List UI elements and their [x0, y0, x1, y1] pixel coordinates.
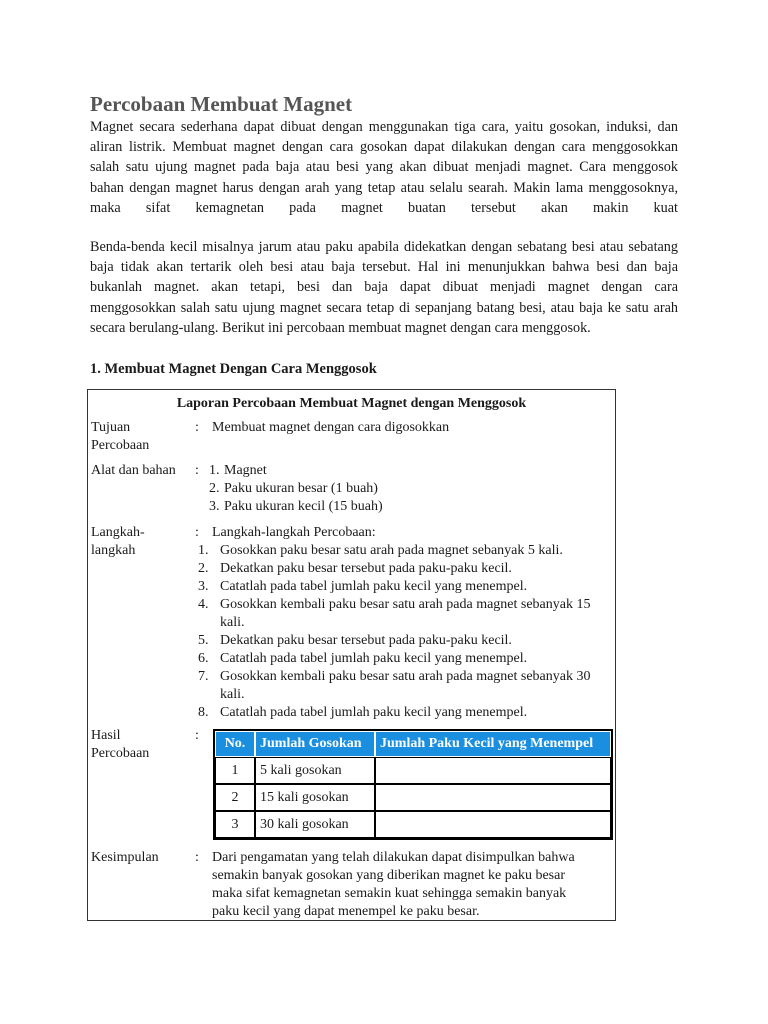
- cell-gosokan: 5 kali gosokan: [255, 757, 375, 784]
- colon: :: [195, 463, 199, 478]
- cell-gosokan: 15 kali gosokan: [255, 784, 375, 811]
- label-line: Langkah-: [91, 525, 145, 540]
- step-item: [198, 560, 609, 578]
- col-header-paku: Jumlah Paku Kecil yang Menempel: [375, 731, 611, 757]
- second-paragraph: [90, 237, 678, 338]
- step-text: Gosokkan paku besar satu arah pada magnet sebanyak 5 kali.: [220, 543, 563, 558]
- step-item: [198, 668, 609, 704]
- table-row: [215, 757, 611, 784]
- paragraph-line: salah satu ujung magnet pada baja atau besi yang akan dibuat menjadi magnet. Cara menggosok: [90, 159, 678, 176]
- step-item: [198, 542, 609, 560]
- col-header-no: No.: [215, 731, 255, 757]
- label-line: langkah: [91, 543, 136, 558]
- langkah-intro: Langkah-langkah Percobaan:: [212, 525, 376, 540]
- list-item: [209, 498, 609, 516]
- conclusion-line: maka sifat kemagnetan semakin kuat sehingga semakin banyak: [212, 886, 567, 901]
- colon: :: [195, 525, 199, 540]
- paragraph-line: Benda-benda kecil misalnya jarum atau paku apabila didekatkan dengan sebatang besi atau sebatang: [90, 239, 678, 255]
- table-row: [215, 811, 611, 838]
- item-text: Magnet: [224, 463, 267, 478]
- step-number: 7.: [198, 669, 209, 684]
- step-item: [198, 704, 609, 722]
- item-number: 3.: [209, 499, 220, 514]
- step-text: Catatlah pada tabel jumlah paku kecil yang menempel.: [220, 705, 528, 720]
- label-alat: Alat dan bahan: [91, 463, 176, 478]
- cell-gosokan: 30 kali gosokan: [255, 811, 375, 838]
- step-item: [198, 650, 609, 668]
- step-number: 4.: [198, 597, 209, 612]
- cell-no: 1: [215, 757, 255, 784]
- label-line: Percobaan: [91, 746, 150, 761]
- step-item: [198, 596, 609, 632]
- results-table: [213, 729, 613, 840]
- section-heading: 1. Membuat Magnet Dengan Cara Menggosok: [90, 361, 377, 377]
- step-text: Catatlah pada tabel jumlah paku kecil yang menempel.: [220, 579, 528, 594]
- step-number: 8.: [198, 705, 209, 720]
- cell-no: 2: [215, 784, 255, 811]
- col-header-gosokan: Jumlah Gosokan: [255, 731, 375, 757]
- item-text: Paku ukuran kecil (15 buah): [224, 499, 383, 514]
- cell-paku: [375, 811, 611, 838]
- step-number: 3.: [198, 579, 209, 594]
- paragraph-line: baja tidak akan tertarik oleh besi atau baja tersebut. Hal ini menunjukkan bahwa besi dan baja: [90, 259, 678, 276]
- list-item: [209, 480, 609, 498]
- step-text: Dekatkan paku besar tersebut pada paku-paku kecil.: [220, 633, 512, 648]
- paragraph-line: maka sifat kemagnetan pada magnet buatan tersebut akan makin kuat: [90, 199, 678, 216]
- table-row: [215, 784, 611, 811]
- item-text: Paku ukuran besar (1 buah): [224, 481, 378, 496]
- item-number: 2.: [209, 481, 220, 496]
- list-item: [209, 462, 609, 480]
- label-langkah: [91, 524, 191, 560]
- conclusion-line: paku kecil yang dapat menempel ke paku besar.: [212, 904, 480, 919]
- table-header-row: [215, 731, 611, 757]
- label-line: Tujuan: [91, 420, 131, 435]
- colon: :: [195, 728, 199, 743]
- step-number: 6.: [198, 651, 209, 666]
- step-text: Gosokkan kembali paku besar satu arah pada magnet sebanyak 30 kali.: [220, 669, 591, 702]
- conclusion-line: semakin banyak gosokan yang diberikan magnet ke paku besar: [212, 868, 566, 883]
- paragraph-line: bukanlah magnet. akan tetapi, besi dan baja dapat dibuat menjadi magnet dengan cara: [90, 279, 678, 296]
- step-number: 1.: [198, 543, 209, 558]
- paragraph-line: aliran listrik. Membuat magnet dengan cara gosokan dapat dilakukan dengan cara menggosokkan: [90, 139, 678, 156]
- report-box: [87, 389, 616, 921]
- colon: :: [195, 850, 199, 865]
- cell-no: 3: [215, 811, 255, 838]
- page-title: Percobaan Membuat Magnet: [90, 92, 353, 116]
- paragraph-line: Magnet secara sederhana dapat dibuat dengan menggunakan tiga cara, yaitu gosokan, induksi, dan: [90, 119, 678, 135]
- label-hasil: [91, 727, 191, 763]
- step-number: 5.: [198, 633, 209, 648]
- step-number: 2.: [198, 561, 209, 576]
- step-text: Gosokkan kembali paku besar satu arah pada magnet sebanyak 15 kali.: [220, 597, 591, 630]
- paragraph-line: bahan dengan magnet harus dengan arah yang tetap atau selalu searah. Makin lama menggosoknya,: [90, 179, 678, 196]
- paragraph-line: menggosokkan salah satu ujung magnet secara tetap di sepanjang batang besi, atau baja ke satu arah: [90, 299, 678, 316]
- label-line: Percobaan: [91, 438, 150, 453]
- label-kesimpulan: Kesimpulan: [91, 850, 159, 865]
- steps-list: [198, 542, 609, 722]
- value-kesimpulan: [212, 849, 609, 921]
- label-line: Hasil: [91, 728, 121, 743]
- paragraph-line: secara berulang-ulang. Berikut ini percobaan membuat magnet dengan cara menggosok.: [90, 319, 591, 336]
- item-number: 1.: [209, 463, 220, 478]
- step-text: Catatlah pada tabel jumlah paku kecil yang menempel.: [220, 651, 528, 666]
- alat-list: [209, 462, 609, 516]
- cell-paku: [375, 757, 611, 784]
- step-text: Dekatkan paku besar tersebut pada paku-paku kecil.: [220, 561, 512, 576]
- step-item: [198, 632, 609, 650]
- cell-paku: [375, 784, 611, 811]
- report-title: Laporan Percobaan Membuat Magnet dengan Menggosok: [176, 396, 527, 411]
- colon: :: [195, 420, 199, 435]
- conclusion-line: Dari pengamatan yang telah dilakukan dapat disimpulkan bahwa: [212, 850, 575, 865]
- step-item: [198, 578, 609, 596]
- label-tujuan: [91, 419, 191, 455]
- intro-paragraph: [90, 117, 678, 218]
- value-tujuan: Membuat magnet dengan cara digosokkan: [212, 420, 450, 435]
